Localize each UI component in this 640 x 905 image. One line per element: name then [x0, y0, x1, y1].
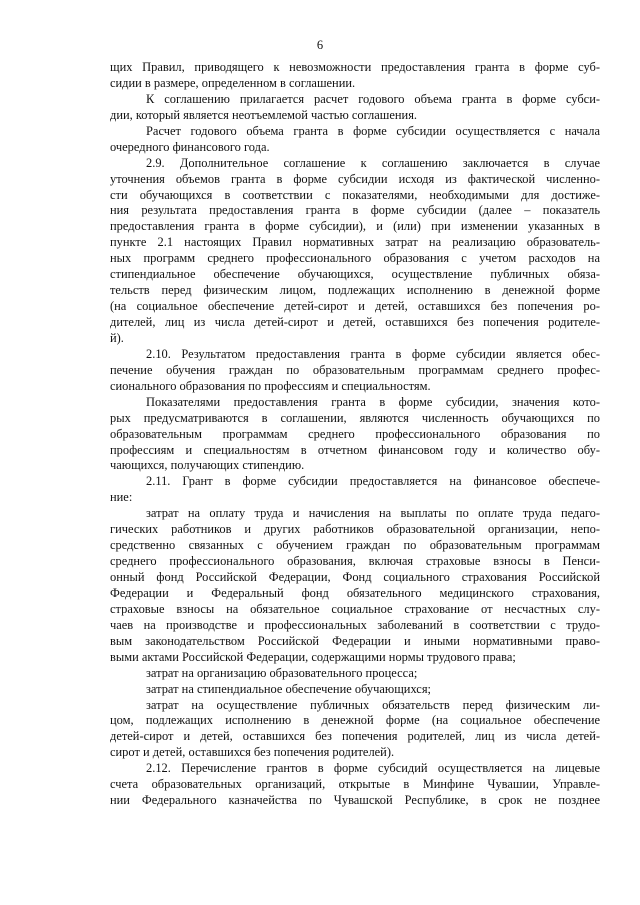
text-line: гических работников и других работников образовательной организации, непо-: [110, 522, 600, 537]
text-line: печение обучения граждан по образовательным программам среднего профес-: [110, 362, 600, 377]
text-line: 2.10. Результатом предоставления гранта в форме субсидии является обес-: [146, 346, 600, 361]
text-line: Федерации и Федеральный фонд обязательного медицинского страхования,: [110, 585, 600, 600]
document-body: [110, 60, 600, 809]
text-line: нии Федерального казначейства по Чувашской Республике, в срок не позднее: [110, 793, 600, 808]
text-line: рых предусматриваются в соглашении, являются численность обучающихся по: [110, 410, 600, 425]
text-line: й).: [110, 330, 124, 345]
text-line: Показателями предоставления гранта в форме субсидии, значения кото-: [146, 394, 600, 409]
text-line: средственно связанных с обучением граждан по образовательным программам: [110, 538, 600, 553]
text-line: дителей, лиц из числа детей-сирот и детей, оставшихся без попечения родителе-: [110, 315, 600, 329]
text-line: ние:: [110, 490, 133, 505]
text-line: затрат на организацию образовательного процесса;: [146, 665, 418, 680]
text-line: затрат на осуществление публичных обязательств перед физическим ли-: [146, 697, 600, 712]
text-line: ных программ среднего профессионального образования с учетом расходов на: [110, 251, 600, 266]
text-line: затрат на стипендиальное обеспечение обучающихся;: [146, 681, 432, 696]
text-line: тельств перед физическим лицом, подлежащих исполнению в денежной форме: [110, 283, 600, 298]
text-line: выми актами Российской Федерации, содержащими нормы трудового права;: [110, 649, 516, 664]
text-line: (на социальное обеспечение детей-сирот и детей, оставшихся без попечения ро-: [110, 299, 600, 314]
text-line: цом, подлежащих исполнению в денежной форме (на социальное обеспечение: [110, 713, 600, 728]
text-line: счета образовательных организаций, открытые в Минфине Чувашии, Управле-: [110, 777, 600, 792]
text-line: затрат на оплату труда и начисления на выплаты по оплате труда педаго-: [146, 506, 600, 521]
text-line: К соглашению прилагается расчет годового объема гранта в форме субси-: [146, 91, 600, 106]
text-line: страховые взносы на обязательное социальное страхование от несчастных слу-: [110, 601, 600, 616]
text-line: Расчет годового объема гранта в форме субсидии осуществляется с начала: [146, 123, 600, 138]
text-line: сидии в размере, определенном в соглашении.: [110, 75, 356, 90]
text-line: щих Правил, приводящего к невозможности предоставления гранта в форме суб-: [110, 60, 600, 74]
text-line: 2.9. Дополнительное соглашение к соглашению заключается в случае: [146, 155, 600, 170]
text-line: сти обучающихся в соответствии с показателями, необходимыми для достиже-: [110, 187, 600, 202]
text-line: стипендиальное обеспечение обучающихся, осуществление публичных обяза-: [110, 267, 600, 282]
text-line: профессиям и специальностям в отчетном финансовом году и количество обу-: [110, 442, 600, 457]
text-line: чающихся, получающих стипендию.: [110, 458, 305, 473]
text-line: уточнения объемов гранта в форме субсидии исходя из фактической численно-: [110, 171, 600, 186]
text-line: вым законодательством Российской Федерации и иными нормативными право-: [110, 633, 600, 648]
text-line: чаев на производстве и профессиональных заболеваний в соответствии с трудо-: [110, 617, 600, 632]
text-line: образовательным программам среднего профессионального образования по: [110, 426, 600, 441]
text-line: детей-сирот и детей, оставшихся без попечения родителей, лиц из числа детей-: [110, 729, 600, 744]
text-line: 2.11. Грант в форме субсидии предоставляется на финансовое обеспече-: [146, 474, 600, 489]
text-line: среднего профессионального образования, включая страховые взносы в Пенси-: [110, 554, 600, 569]
text-line: 2.12. Перечисление грантов в форме субсидий осуществляется на лицевые: [146, 761, 600, 776]
text-line: ния результата предоставления гранта в форме субсидии (далее – показатель: [110, 203, 600, 218]
text-line: дии, который является неотъемлемой частью соглашения.: [110, 107, 418, 122]
text-line: сионального образования по профессиям и специальностям.: [110, 378, 431, 393]
text-line: очередного финансового года.: [110, 139, 270, 154]
text-line: предоставления гранта в форме субсидии), и (или) при изменении указанных в: [110, 219, 600, 234]
page-number: 6: [316, 38, 324, 52]
text-line: сирот и детей, оставшихся без попечения родителей).: [110, 745, 395, 760]
text-line: онный фонд Российской Федерации, Фонд социального страхования Российской: [110, 570, 600, 584]
text-line: пункте 2.1 настоящих Правил нормативных затрат на реализацию образователь-: [110, 235, 600, 250]
